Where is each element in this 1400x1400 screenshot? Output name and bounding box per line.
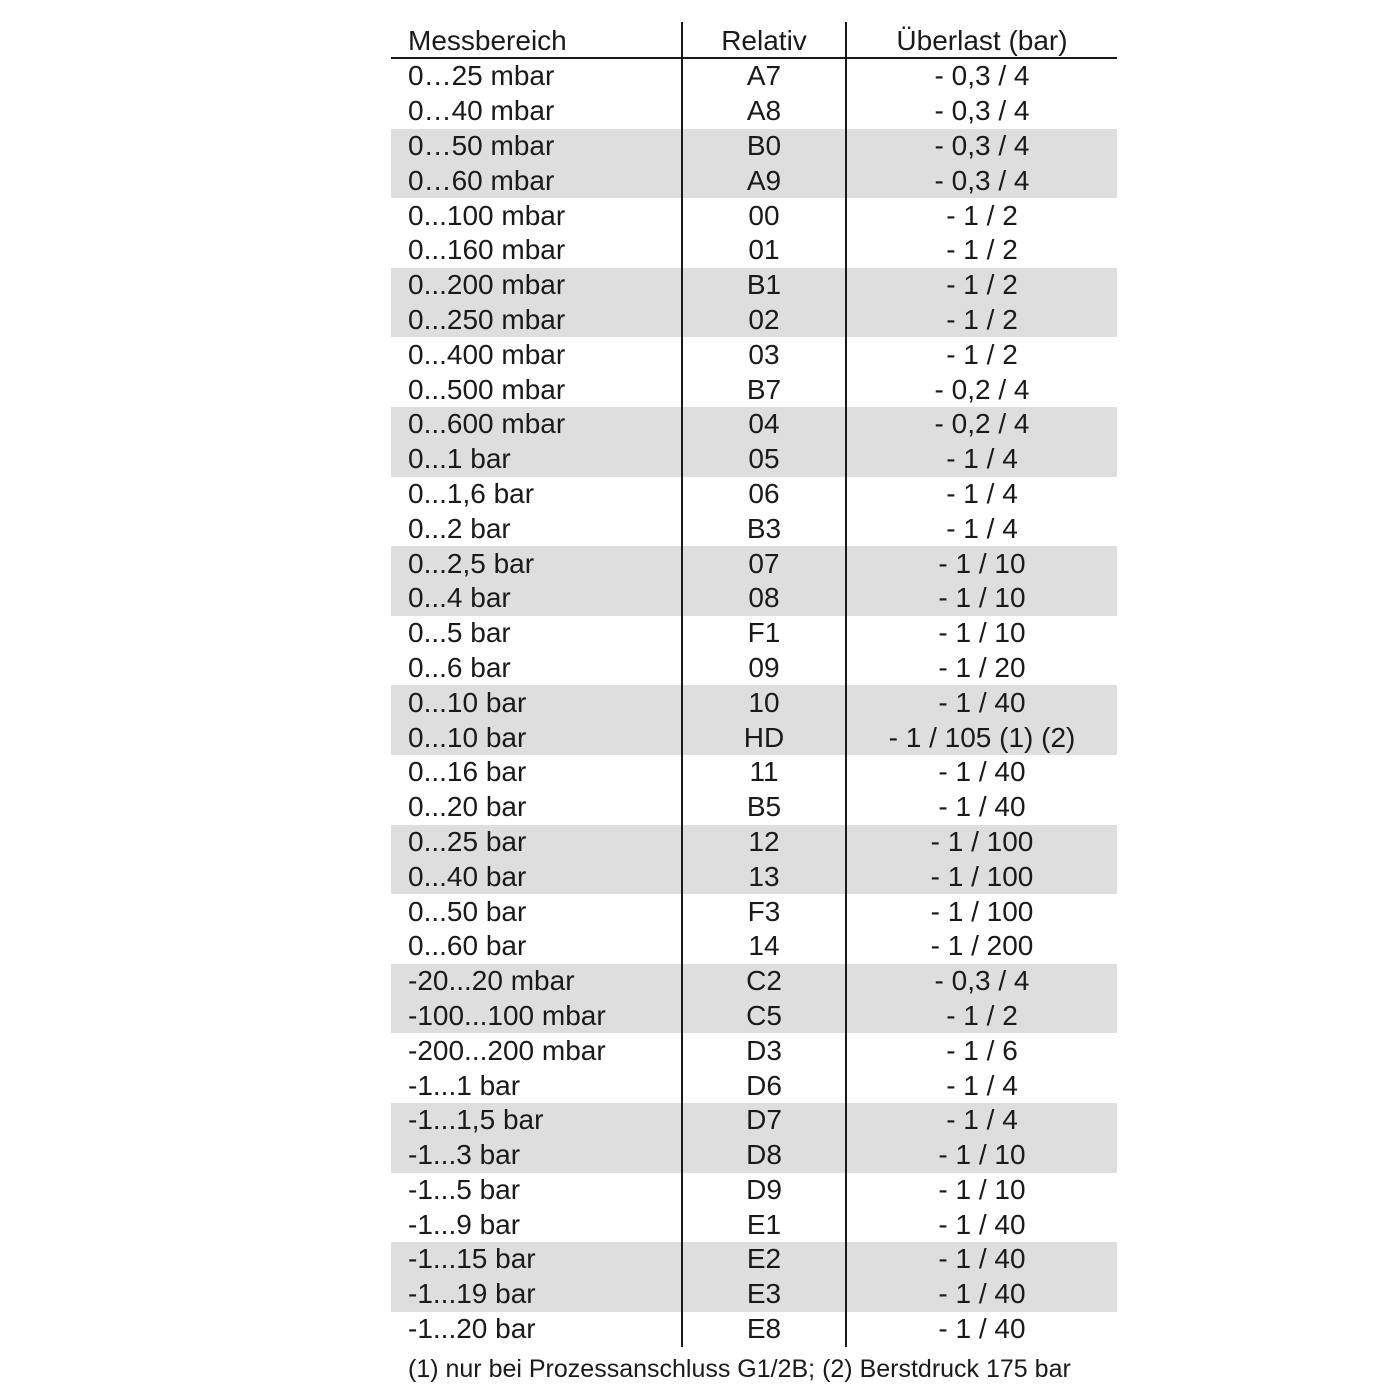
range-cell: 0...60 bar [408, 930, 527, 962]
footnote: (1) nur bei Prozessanschluss G1/2B; (2) Berstdruck 175 bar [408, 1355, 1071, 1383]
table-row [391, 268, 1117, 303]
table-row [391, 1033, 1117, 1068]
overload-cell: - 1 / 10 [938, 1173, 1026, 1205]
overload-cell: - 0,2 / 4 [934, 373, 1030, 405]
overload-cell: - 1 / 40 [938, 1208, 1026, 1240]
range-cell: 0…25 mbar [408, 60, 555, 92]
code-cell: D7 [746, 1104, 782, 1136]
code-cell: 14 [748, 930, 780, 962]
range-cell: 0...5 bar [408, 617, 511, 649]
overload-cell: - 1 / 4 [946, 443, 1018, 475]
column-divider-1 [681, 22, 683, 1347]
table-row [391, 999, 1117, 1034]
overload-cell: - 1 / 10 [938, 617, 1026, 649]
code-cell: 09 [748, 651, 780, 683]
table-row [391, 442, 1117, 477]
range-cell: 0...250 mbar [408, 303, 566, 335]
range-cell: 0...100 mbar [408, 199, 566, 231]
table-row [391, 477, 1117, 512]
overload-cell: - 0,3 / 4 [934, 60, 1030, 92]
overload-cell: - 1 / 40 [938, 1278, 1026, 1310]
table-row [391, 163, 1117, 198]
overload-cell: - 1 / 4 [946, 1069, 1018, 1101]
code-cell: E1 [746, 1208, 782, 1240]
range-cell: 0...10 bar [408, 721, 527, 753]
table-row [391, 337, 1117, 372]
range-cell: 0...200 mbar [408, 269, 566, 301]
overload-cell: - 1 / 2 [946, 269, 1018, 301]
code-cell: HD [743, 721, 785, 753]
header-relative: Relativ [721, 25, 807, 56]
table-row [391, 198, 1117, 233]
code-cell: 04 [748, 408, 780, 440]
range-cell: -1...5 bar [408, 1173, 521, 1205]
table-row [391, 233, 1117, 268]
code-cell: C5 [746, 999, 782, 1031]
code-cell: B1 [746, 269, 782, 301]
range-cell: 0...2 bar [408, 512, 511, 544]
code-cell: 02 [748, 303, 780, 335]
table-row [391, 720, 1117, 755]
code-cell: C2 [746, 965, 782, 997]
overload-cell: - 0,3 / 4 [934, 164, 1030, 196]
code-cell: A7 [746, 60, 782, 92]
table-row [391, 964, 1117, 999]
range-cell: 0...40 bar [408, 860, 527, 892]
code-cell: 01 [748, 234, 780, 266]
table-row [391, 1103, 1117, 1138]
range-cell: -1...1 bar [408, 1069, 521, 1101]
code-cell: B3 [746, 512, 782, 544]
table-row [391, 651, 1117, 686]
overload-cell: - 1 / 40 [938, 1243, 1026, 1275]
header-range: Messbereich [408, 25, 567, 56]
table-row [391, 303, 1117, 338]
code-cell: E8 [746, 1313, 782, 1345]
header-overload: Überlast (bar) [896, 25, 1068, 56]
overload-cell: - 1 / 40 [938, 686, 1026, 718]
pressure-range-table [391, 22, 1117, 1346]
overload-cell: - 0,3 / 4 [934, 965, 1030, 997]
range-cell: 0...4 bar [408, 582, 511, 614]
code-cell: 13 [748, 860, 780, 892]
overload-cell: - 1 / 100 [930, 895, 1034, 927]
table-row [391, 929, 1117, 964]
overload-cell: - 1 / 40 [938, 791, 1026, 823]
range-cell: -1...19 bar [408, 1278, 536, 1310]
code-cell: 00 [748, 199, 780, 231]
code-cell: 12 [748, 825, 780, 857]
code-cell: F1 [747, 617, 781, 649]
table-body [391, 59, 1117, 1346]
table-row [391, 1207, 1117, 1242]
range-cell: 0...25 bar [408, 825, 527, 857]
code-cell: D9 [746, 1173, 782, 1205]
range-cell: 0...600 mbar [408, 408, 566, 440]
range-cell: 0...1,6 bar [408, 477, 535, 509]
range-cell: 0...400 mbar [408, 338, 566, 370]
overload-cell: - 1 / 2 [946, 199, 1018, 231]
overload-cell: - 1 / 2 [946, 234, 1018, 266]
table-row [391, 825, 1117, 860]
overload-cell: - 1 / 40 [938, 1313, 1026, 1345]
table-row [391, 1173, 1117, 1208]
table-header [391, 22, 1117, 59]
overload-cell: - 1 / 105 (1) (2) [888, 721, 1076, 753]
table-row [391, 859, 1117, 894]
table-row [391, 894, 1117, 929]
code-cell: D6 [746, 1069, 782, 1101]
code-cell: A8 [746, 95, 782, 127]
overload-cell: - 1 / 2 [946, 303, 1018, 335]
code-cell: 11 [749, 756, 779, 788]
code-cell: F3 [747, 895, 781, 927]
code-cell: 08 [748, 582, 780, 614]
range-cell: 0...50 bar [408, 895, 527, 927]
range-cell: -100...100 mbar [408, 999, 606, 1031]
code-cell: 05 [748, 443, 780, 475]
overload-cell: - 1 / 10 [938, 547, 1026, 579]
code-cell: 03 [748, 338, 780, 370]
code-cell: 06 [748, 477, 780, 509]
range-cell: -200...200 mbar [408, 1034, 606, 1066]
overload-cell: - 1 / 2 [946, 999, 1018, 1031]
column-divider-2 [845, 22, 847, 1347]
table-row [391, 1068, 1117, 1103]
table-row [391, 616, 1117, 651]
range-cell: 0…60 mbar [408, 164, 555, 196]
range-cell: -1...9 bar [408, 1208, 521, 1240]
overload-cell: - 0,2 / 4 [934, 408, 1030, 440]
table-row [391, 1277, 1117, 1312]
overload-cell: - 1 / 2 [946, 338, 1018, 370]
table-row [391, 755, 1117, 790]
table-row [391, 1138, 1117, 1173]
table-row [391, 129, 1117, 164]
overload-cell: - 1 / 20 [938, 651, 1026, 683]
overload-cell: - 1 / 10 [938, 1139, 1026, 1171]
range-cell: -1...1,5 bar [408, 1104, 544, 1136]
table-row [391, 546, 1117, 581]
table-row [391, 59, 1117, 94]
code-cell: A9 [746, 164, 782, 196]
table-row [391, 581, 1117, 616]
code-cell: E2 [746, 1243, 782, 1275]
range-cell: 0...500 mbar [408, 373, 566, 405]
code-cell: D3 [746, 1034, 782, 1066]
overload-cell: - 1 / 100 [930, 860, 1034, 892]
range-cell: -1...20 bar [408, 1313, 536, 1345]
code-cell: B7 [746, 373, 782, 405]
overload-cell: - 1 / 10 [938, 582, 1026, 614]
code-cell: E3 [746, 1278, 782, 1310]
code-cell: 07 [748, 547, 780, 579]
table-row [391, 511, 1117, 546]
range-cell: 0...1 bar [408, 443, 511, 475]
table-row [391, 1312, 1117, 1347]
code-cell: B5 [746, 791, 782, 823]
range-cell: 0…40 mbar [408, 95, 555, 127]
range-cell: 0…50 mbar [408, 129, 555, 161]
table-row [391, 790, 1117, 825]
code-cell: 10 [748, 686, 780, 718]
overload-cell: - 1 / 40 [938, 756, 1026, 788]
overload-cell: - 0,3 / 4 [934, 95, 1030, 127]
overload-cell: - 1 / 4 [946, 477, 1018, 509]
range-cell: -1...3 bar [408, 1139, 521, 1171]
range-cell: -20...20 mbar [408, 965, 575, 997]
table-row [391, 1242, 1117, 1277]
overload-cell: - 1 / 4 [946, 512, 1018, 544]
overload-cell: - 1 / 4 [946, 1104, 1018, 1136]
table-row [391, 372, 1117, 407]
table-row [391, 685, 1117, 720]
range-cell: -1...15 bar [408, 1243, 536, 1275]
range-cell: 0...2,5 bar [408, 547, 535, 579]
overload-cell: - 0,3 / 4 [934, 129, 1030, 161]
range-cell: 0...6 bar [408, 651, 511, 683]
range-cell: 0...16 bar [408, 756, 527, 788]
overload-cell: - 1 / 6 [946, 1034, 1018, 1066]
range-cell: 0...20 bar [408, 791, 527, 823]
table-row [391, 94, 1117, 129]
overload-cell: - 1 / 200 [930, 930, 1034, 962]
code-cell: B0 [746, 129, 782, 161]
code-cell: D8 [746, 1139, 782, 1171]
table-row [391, 407, 1117, 442]
overload-cell: - 1 / 100 [930, 825, 1034, 857]
range-cell: 0...160 mbar [408, 234, 566, 266]
range-cell: 0...10 bar [408, 686, 527, 718]
